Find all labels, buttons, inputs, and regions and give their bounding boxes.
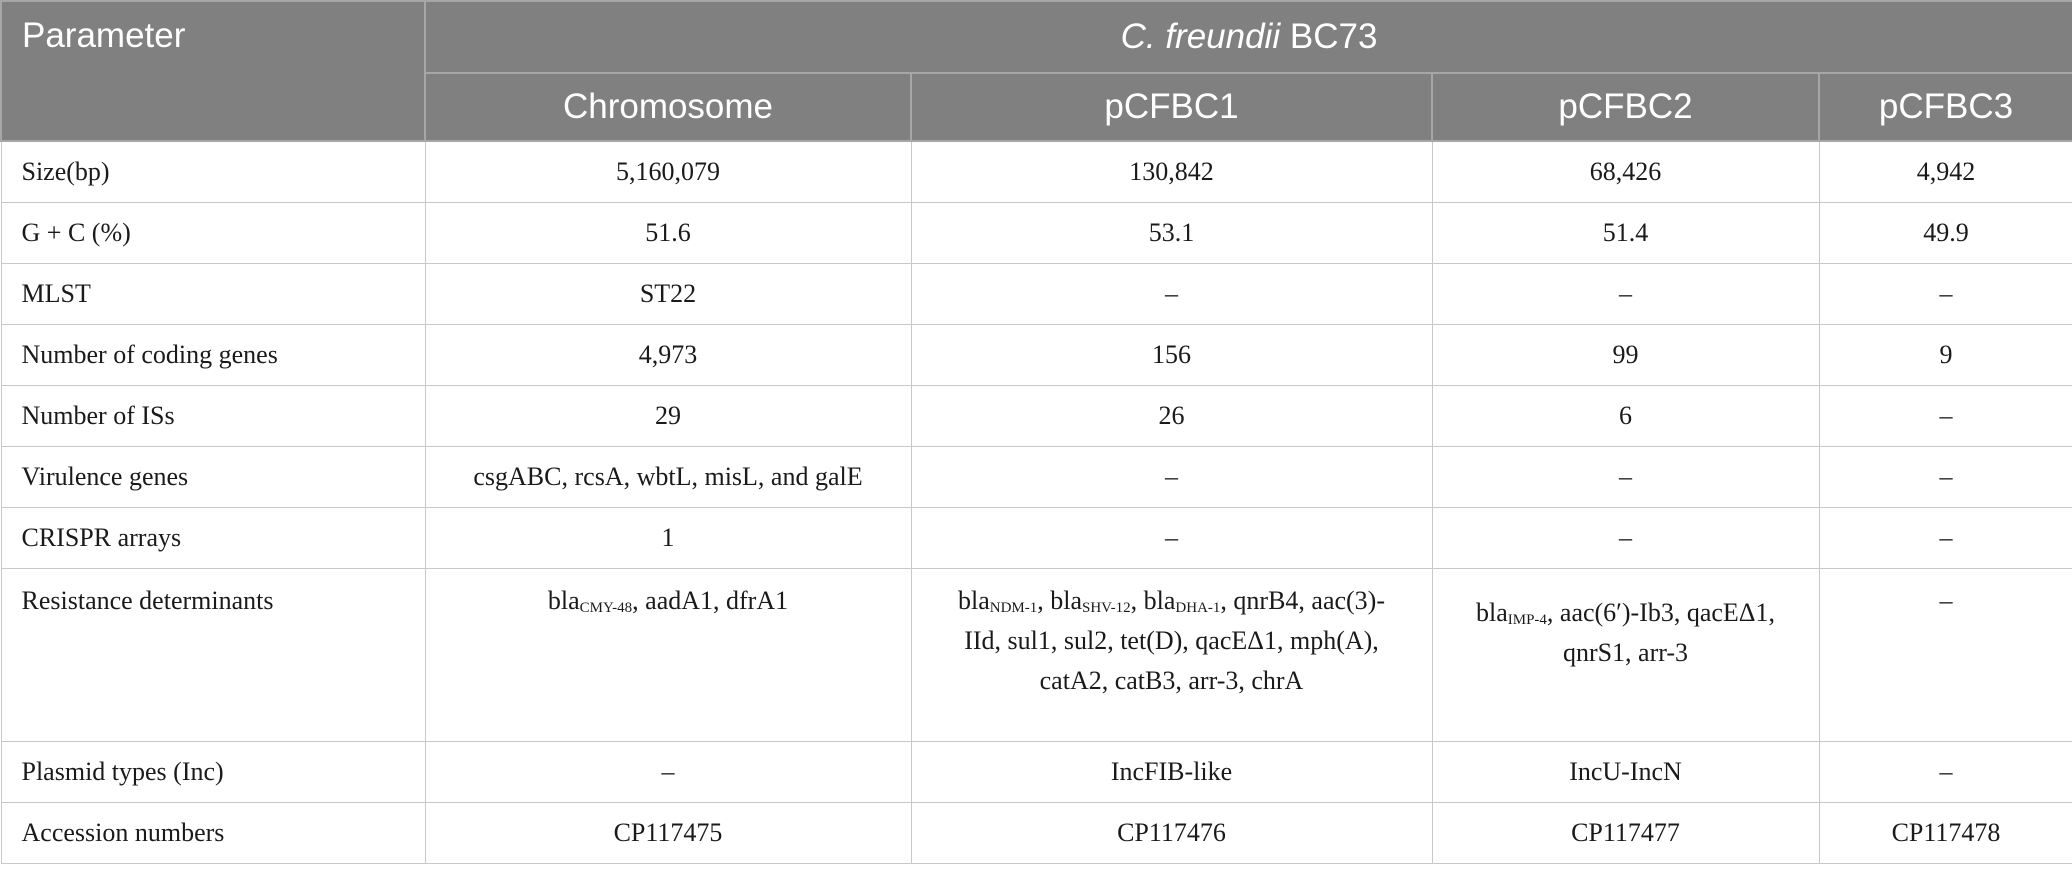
row-label: CRISPR arrays: [1, 508, 425, 569]
row-label: G + C (%): [1, 203, 425, 264]
cell-pcfbc1: 26: [911, 386, 1432, 447]
cell-pcfbc2: 99: [1432, 325, 1819, 386]
cell-pcfbc2: IncU-IncN: [1432, 742, 1819, 803]
cell-pcfbc2: 68,426: [1432, 141, 1819, 203]
cell-pcfbc2: CP117477: [1432, 803, 1819, 864]
cell-chromosome: ST22: [425, 264, 911, 325]
col-header-pcfbc3: pCFBC3: [1819, 73, 2072, 141]
cell-pcfbc1: –: [911, 264, 1432, 325]
cell-chromosome: 4,973: [425, 325, 911, 386]
row-plasmid-types: [1, 742, 2072, 803]
row-label: Size(bp): [1, 141, 425, 203]
row-label: Virulence genes: [1, 447, 425, 508]
cell-pcfbc1: 156: [911, 325, 1432, 386]
parameter-header: Parameter: [1, 1, 425, 141]
cell-pcfbc1: –: [911, 508, 1432, 569]
cell-pcfbc3: –: [1819, 569, 2072, 742]
row-label: Accession numbers: [1, 803, 425, 864]
strain-name: BC73: [1289, 17, 1378, 56]
row-label: Resistance determinants: [1, 569, 425, 742]
cell-chromosome: 51.6: [425, 203, 911, 264]
cell-chromosome: csgABC, rcsA, wbtL, misL, and galE: [425, 447, 911, 508]
row-label: Number of ISs: [1, 386, 425, 447]
row-label: MLST: [1, 264, 425, 325]
cell-pcfbc1: bla$_{NDM-1}$, bla$_{SHV-12}$, bla$_{DHA-1}$, qnrB4, aac(3)- IId, sul1, sul2, tet(D), qacEΔ1, mph(A), catA2, catB3, arr-3, chrA: [911, 569, 1432, 742]
row-crispr-arrays: [1, 508, 2072, 569]
cell-chromosome: –: [425, 742, 911, 803]
cell-pcfbc3: 4,942: [1819, 141, 2072, 203]
cell-pcfbc1: IncFIB-like: [911, 742, 1432, 803]
cell-pcfbc3: 9: [1819, 325, 2072, 386]
cell-pcfbc3: –: [1819, 508, 2072, 569]
cell-pcfbc3: 49.9: [1819, 203, 2072, 264]
cell-chromosome: bla$_{CMY-48}$, aadA1, dfrA1: [425, 569, 911, 742]
row-virulence-genes: [1, 447, 2072, 508]
cell-pcfbc2: –: [1432, 264, 1819, 325]
cell-pcfbc1: 130,842: [911, 141, 1432, 203]
row-label: Number of coding genes: [1, 325, 425, 386]
cell-chromosome: 5,160,079: [425, 141, 911, 203]
cell-chromosome: 1: [425, 508, 911, 569]
cell-pcfbc3: –: [1819, 264, 2072, 325]
col-header-chromosome: Chromosome: [425, 73, 911, 141]
row-gc-content: [1, 203, 2072, 264]
row-accession-numbers: [1, 803, 2072, 864]
cell-pcfbc1: CP117476: [911, 803, 1432, 864]
cell-pcfbc1: 53.1: [911, 203, 1432, 264]
strain-header: [425, 1, 2072, 73]
cell-pcfbc2: –: [1432, 447, 1819, 508]
row-mlst: [1, 264, 2072, 325]
cell-pcfbc2: bla$_{IMP-4}$, aac(6′)-Ib3, qacEΔ1, qnrS1, arr-3: [1432, 569, 1819, 742]
col-header-pcfbc1: pCFBC1: [911, 73, 1432, 141]
cell-pcfbc2: –: [1432, 508, 1819, 569]
row-label: Plasmid types (Inc): [1, 742, 425, 803]
row-iss: [1, 386, 2072, 447]
row-size: [1, 141, 2072, 203]
col-header-pcfbc2: pCFBC2: [1432, 73, 1819, 141]
cell-pcfbc2: 6: [1432, 386, 1819, 447]
cell-pcfbc1: –: [911, 447, 1432, 508]
cell-pcfbc2: 51.4: [1432, 203, 1819, 264]
cell-pcfbc3: –: [1819, 742, 2072, 803]
cell-chromosome: CP117475: [425, 803, 911, 864]
cell-pcfbc3: –: [1819, 447, 2072, 508]
cell-pcfbc3: –: [1819, 386, 2072, 447]
cell-chromosome: 29: [425, 386, 911, 447]
cell-pcfbc3: CP117478: [1819, 803, 2072, 864]
row-resistance-determinants: [1, 569, 2072, 742]
row-coding-genes: [1, 325, 2072, 386]
organism-name: C. freundii: [1120, 17, 1281, 56]
